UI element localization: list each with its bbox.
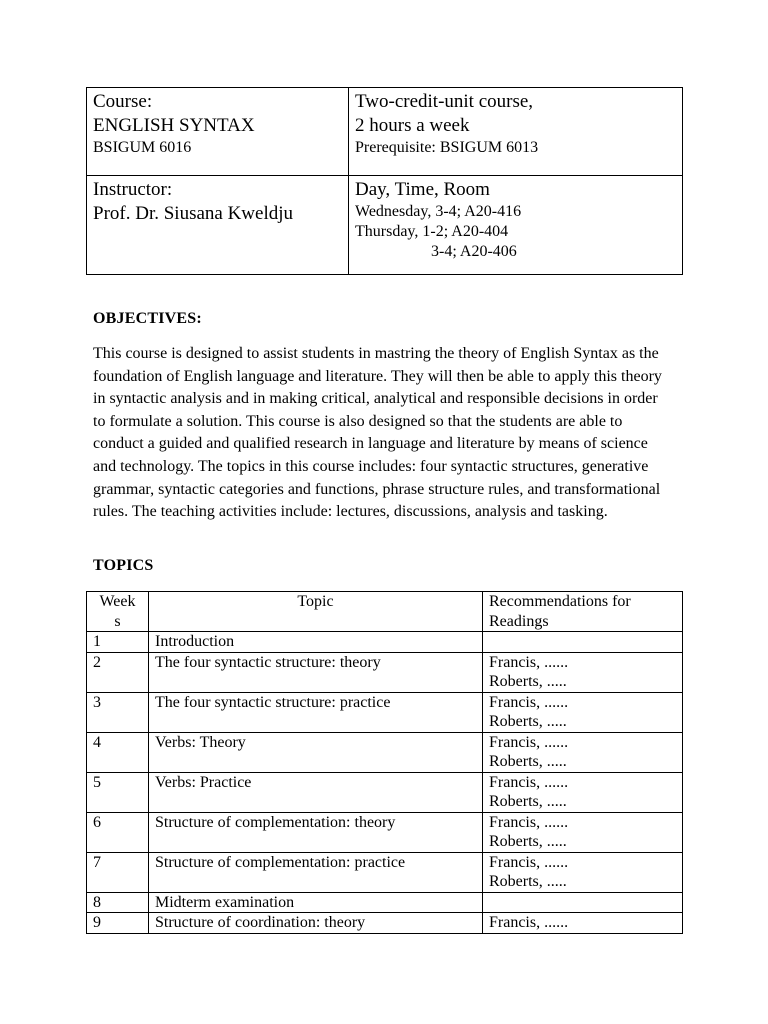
recommendation-cell: Francis, ...... Roberts, .....	[483, 772, 683, 812]
table-row	[87, 632, 683, 653]
table-row	[87, 692, 683, 732]
table-row	[87, 732, 683, 772]
course-name: ENGLISH SYNTAX	[93, 115, 255, 136]
recommendations-header: Recommendations for Readings	[483, 592, 683, 632]
recommendation-cell: Francis, ...... Roberts, .....	[483, 692, 683, 732]
topic-cell: Structure of complementation: theory	[149, 812, 483, 852]
week-cell: 4	[87, 732, 149, 772]
topics-heading: TOPICS	[93, 557, 154, 574]
course-code: BSIGUM 6016	[93, 139, 192, 156]
topic-cell: Introduction	[149, 632, 483, 653]
table-row	[87, 892, 683, 913]
recommendation-cell: Francis, ...... Roberts, .....	[483, 852, 683, 892]
topic-header: Topic	[149, 592, 483, 632]
week-cell: 5	[87, 772, 149, 812]
recommendation-cell: Francis, ...... Roberts, .....	[483, 652, 683, 692]
week-cell: 7	[87, 852, 149, 892]
topic-cell: Verbs: Theory	[149, 732, 483, 772]
week-cell: 1	[87, 632, 149, 653]
recommendation-cell: Francis, ...... Roberts, .....	[483, 812, 683, 852]
week-cell: 6	[87, 812, 149, 852]
topics-header-row	[87, 592, 683, 632]
instructor-row	[87, 176, 683, 275]
schedule-line: Wednesday, 3-4; A20-416	[355, 203, 522, 220]
topic-cell: The four syntactic structure: practice	[149, 692, 483, 732]
topic-cell: The four syntactic structure: theory	[149, 652, 483, 692]
schedule-line: Thursday, 1-2; A20-404	[355, 223, 509, 240]
topics-table	[86, 591, 683, 934]
prerequisite-text: Prerequisite: BSIGUM 6013	[355, 139, 539, 156]
table-row	[87, 913, 683, 934]
table-row	[87, 852, 683, 892]
course-cell	[87, 88, 349, 176]
week-cell: 8	[87, 892, 149, 913]
table-row	[87, 812, 683, 852]
week-cell: 2	[87, 652, 149, 692]
instructor-name: Prof. Dr. Siusana Kweldju	[93, 203, 294, 224]
course-info-row	[87, 88, 683, 176]
topic-cell: Structure of coordination: theory	[149, 913, 483, 934]
schedule-cell	[349, 176, 683, 275]
instructor-cell	[87, 176, 349, 275]
table-row	[87, 652, 683, 692]
schedule-label: Day, Time, Room	[355, 179, 490, 200]
topic-cell: Structure of complementation: practice	[149, 852, 483, 892]
week-cell: 3	[87, 692, 149, 732]
recommendation-cell	[483, 632, 683, 653]
credit-text: Two-credit-unit course,	[355, 91, 534, 112]
topic-cell: Midterm examination	[149, 892, 483, 913]
schedule-line: 3-4; A20-406	[431, 243, 517, 260]
table-row	[87, 772, 683, 812]
instructor-label: Instructor:	[93, 179, 173, 200]
topic-cell: Verbs: Practice	[149, 772, 483, 812]
recommendation-cell	[483, 892, 683, 913]
recommendation-cell: Francis, ......	[483, 913, 683, 934]
course-info-table	[86, 87, 683, 275]
weeks-header: Week s	[87, 592, 149, 632]
week-cell: 9	[87, 913, 149, 934]
objectives-heading: OBJECTIVES:	[93, 310, 202, 327]
hours-text: 2 hours a week	[355, 115, 470, 136]
credit-cell	[349, 88, 683, 176]
objectives-paragraph: This course is designed to assist students in mastring the theory of English Syntax as the foundation of English language and literature. They will then be able to apply this theory in syntactic analysis and in making critical, analytical and responsible decisions in order to formulate a solution. This course is also designed so that the students are able to conduct a guided and qualified research in language and literature by means of science and technology. The topics in this course includes: four syntactic structures, generative grammar, syntactic categories and functions, phrase structure rules, and transformational rules. The teaching activities include: lectures, discussions, analysis and tasking.	[93, 345, 662, 521]
course-label: Course:	[93, 91, 153, 112]
recommendation-cell: Francis, ...... Roberts, .....	[483, 732, 683, 772]
